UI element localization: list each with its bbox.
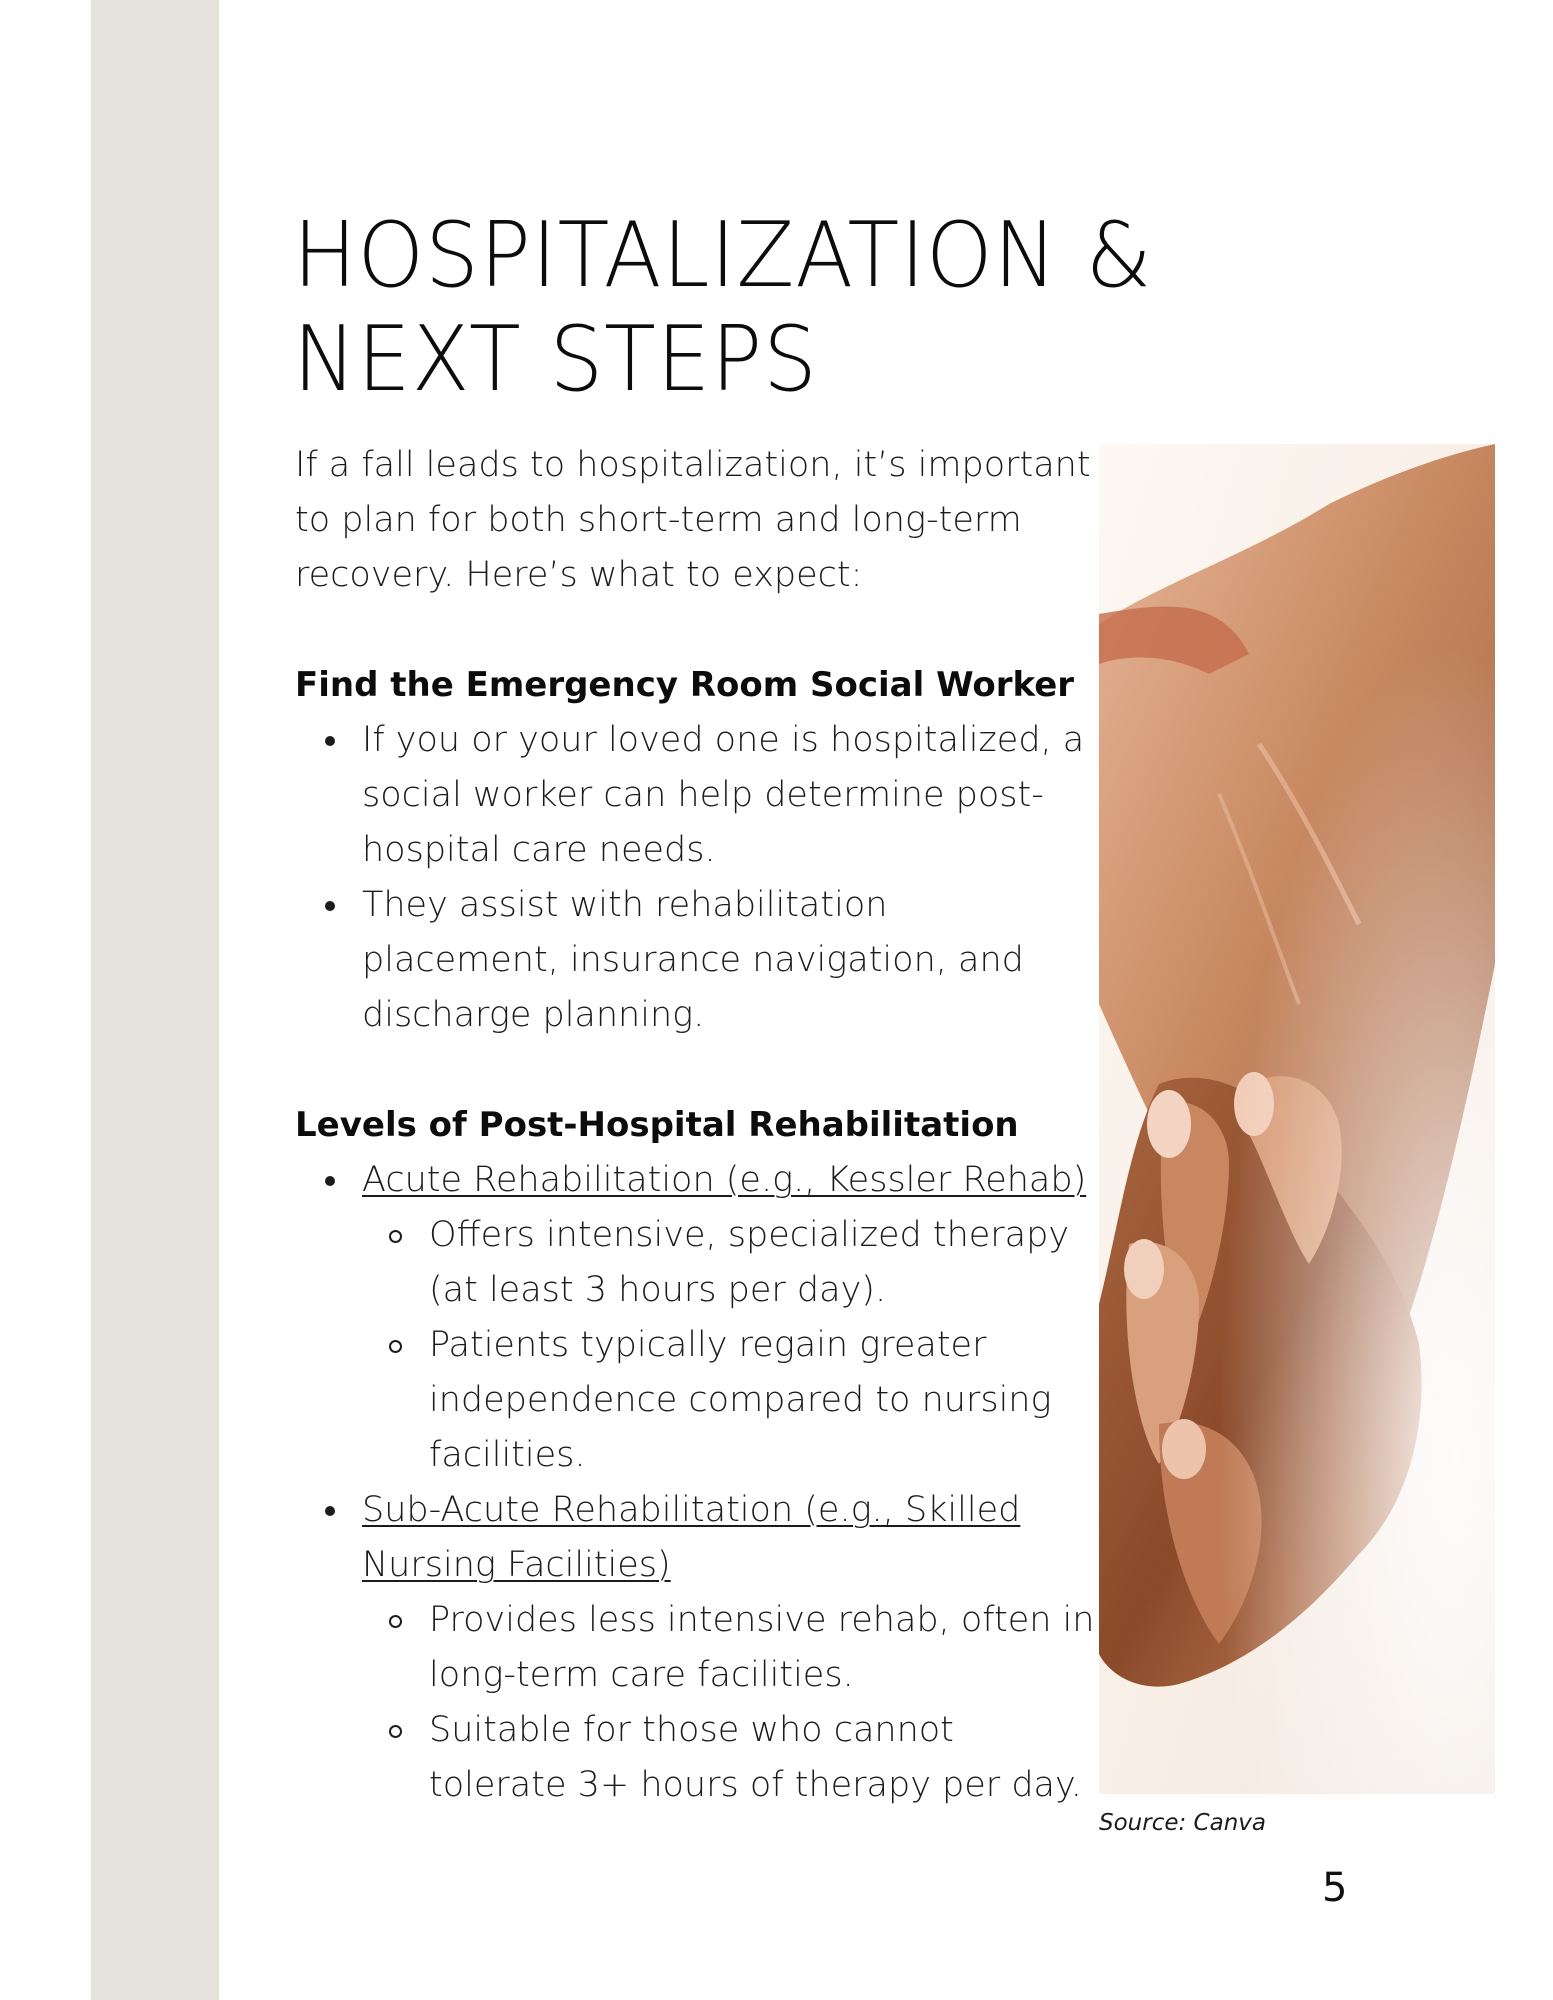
page-title-line-2: NEXT STEPS: [293, 307, 818, 412]
section-heading-rehab-levels: Levels of Post-Hospital Rehabilitation: [295, 1105, 1019, 1145]
subacute-sub-list: [362, 1593, 1095, 1813]
page-title: [293, 204, 1327, 412]
list-item: If you or your loved one is hospitalized, a social worker can help determine post-hospital care needs.: [295, 713, 1095, 878]
holding-hands-illustration-icon: [1099, 444, 1495, 1794]
list-item: Suitable for those who cannot tolerate 3+ hours of therapy per day.: [362, 1703, 1095, 1813]
section-heading-social-worker: Find the Emergency Room Social Worker: [295, 665, 1075, 705]
holding-hands-photo: [1099, 444, 1495, 1794]
page-title-line-1: HOSPITALIZATION &: [293, 203, 1153, 308]
list-item: Provides less intensive rehab, often in long-term care facilities.: [362, 1593, 1095, 1703]
rehab-level-subacute-label: Sub-Acute Rehabilitation (e.g., Skilled Nursing Facilities): [362, 1490, 1021, 1585]
rehab-level-acute: [295, 1153, 1095, 1483]
social-worker-list: [295, 713, 1095, 1043]
rehab-level-subacute: [295, 1483, 1095, 1813]
rehab-level-acute-label: Acute Rehabilitation (e.g., Kessler Rehab): [362, 1160, 1087, 1200]
image-source-caption: Source: Canva: [1099, 1810, 1266, 1836]
section-spacer: [295, 1043, 1095, 1098]
main-content: [295, 438, 1095, 1813]
rehab-levels-list: [295, 1153, 1095, 1813]
list-item: Offers intensive, specialized therapy (at least 3 hours per day).: [362, 1208, 1095, 1318]
list-item: Patients typically regain greater independence compared to nursing facilities.: [362, 1318, 1095, 1483]
page-number: 5: [1322, 1865, 1348, 1911]
acute-sub-list: [362, 1208, 1095, 1483]
list-item: They assist with rehabilitation placement, insurance navigation, and discharge planning.: [295, 878, 1095, 1043]
intro-paragraph: If a fall leads to hospitalization, it’s important to plan for both short-term and long-term recovery. Here’s what to expect:: [295, 445, 1091, 595]
side-decorative-band: [91, 0, 219, 2000]
